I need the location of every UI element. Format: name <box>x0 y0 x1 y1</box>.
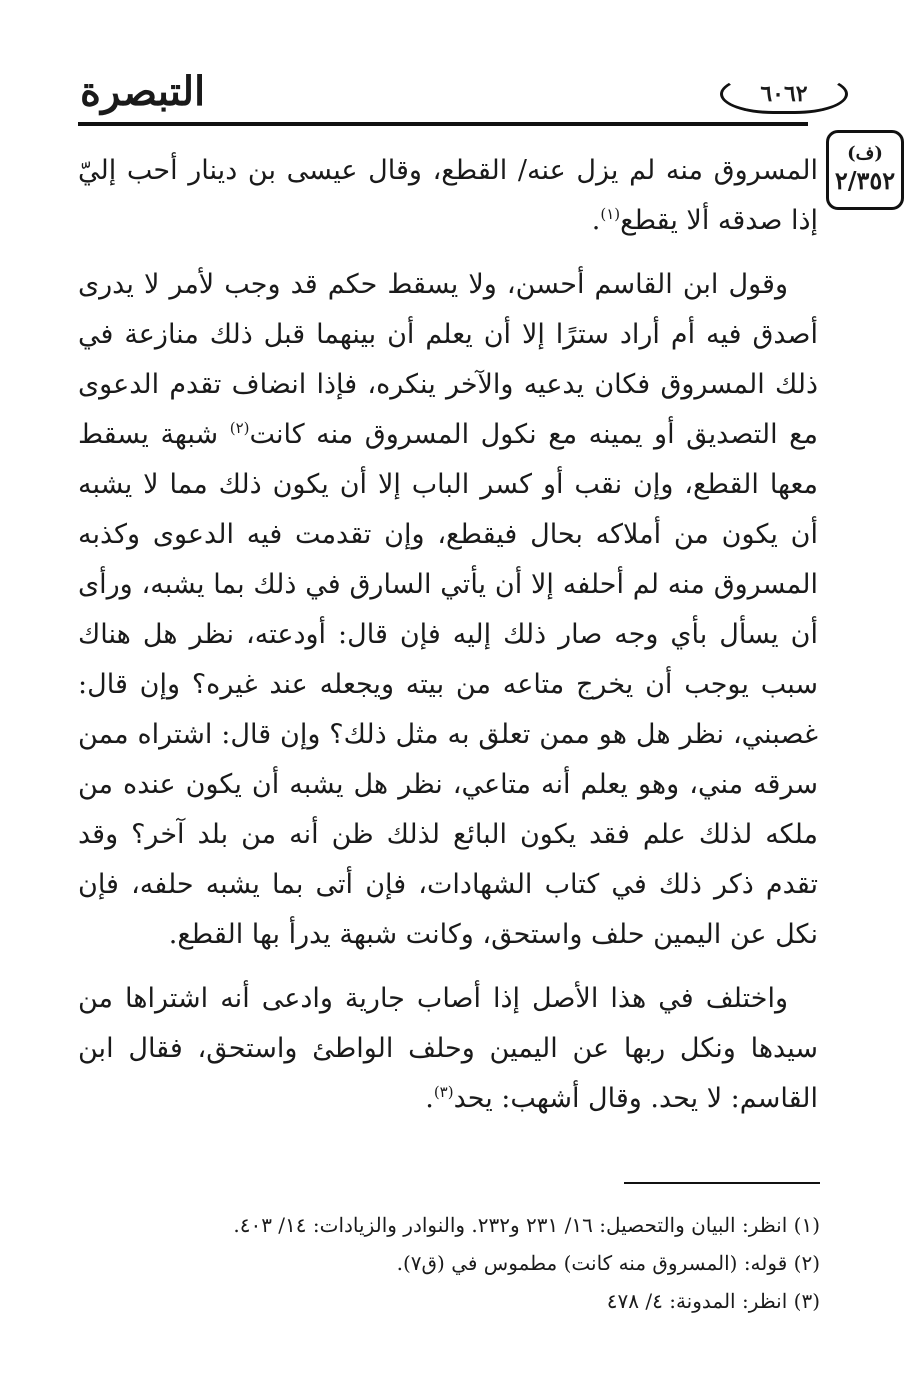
paragraph-1 <box>78 146 818 246</box>
footnote-marker: (١) <box>600 205 621 223</box>
paragraph-text: المسروق منه لم يزل عنه/ القطع، وقال عيسى بن دينار أحب إليّ إذا صدقه ألا يقطع <box>78 155 818 236</box>
page-header <box>60 58 860 128</box>
header-rule <box>78 122 808 126</box>
footnote-rule <box>624 1182 820 1184</box>
paragraph-2 <box>78 260 818 960</box>
paragraph-tail: . <box>425 1083 434 1114</box>
page-number: ٦٠٦٢ <box>720 74 848 114</box>
footnote-1: (١) انظر: البيان والتحصيل: ١٦/ ٢٣١ و٢٣٢. والنوادر والزيادات: ١٤/ ٤٠٣. <box>233 1213 820 1237</box>
footnote-2: (٢) قوله: (المسروق منه كانت) مطموس في (ق٧). <box>396 1251 820 1275</box>
paragraph-tail: . <box>591 205 601 236</box>
paragraph-text: وقول ابن القاسم أحسن، ولا يسقط حكم قد وجب لأمر لا يدرى أصدق فيه أم أراد سترًا إلا أن يعلم أن بينهما قبل ذلك منازعة في ذلك المسروق فكان يدعيه والآخر ينكره، فإذا انضاف تقدم الدعوى مع التصديق أو يمينه مع نكول المسروق منه كانت <box>78 269 819 450</box>
paragraph-3 <box>78 974 818 1124</box>
paragraph-text: واختلف في هذا الأصل إذا أصاب جارية وادعى أنه اشتراها من سيدها ونكل ربها عن اليمين وحلف الواطئ واستحق، فقال ابن القاسم: لا يحد. وقال أشهب: يحد <box>78 983 818 1114</box>
paragraph-tail: شبهة يسقط معها القطع، وإن نقب أو كسر الباب إلا أن يكون ذلك مما لا يشبه أن يكون من أملاكه بحال فيقطع، وإن تقدمت فيه الدعوى وكذبه المسروق منه لم أحلفه إلا أن يأتي السارق في ذلك بما يشبه، ورأى أن يسأل بأي وجه صار ذلك إليه فإن قال: أودعته، نظر هل هناك سبب يوجب أن يخرج متاعه من بيته ويجعله عند غيره؟ وإن قال: غصبني، نظر هل هو ممن تعلق به مثل ذلك؟ وإن قال: اشتراه ممن سرقه مني، وهو يعلم أنه متاعي، نظر هل يشبه أن يكون عنده من ملكه لذلك علم فقد يكون البائع لذلك ظن أنه من بلد آخر؟ وقد تقدم ذكر ذلك في كتاب الشهادات، فإن أتى بما يشبه حلفه، فإن نكل عن اليمين حلف واستحق، وكانت شبهة يدرأ بها القطع. <box>78 419 818 950</box>
footnote-marker: (٣) <box>433 1083 454 1101</box>
book-title: التبصرة <box>80 68 206 115</box>
manuscript-ref-letter: (ف) <box>847 143 883 164</box>
manuscript-ref-page: ٢/٣٥٢ <box>834 166 896 195</box>
footnote-marker: (٢) <box>229 419 250 437</box>
footnote-3: (٣) انظر: المدونة: ٤/ ٤٧٨ <box>606 1289 820 1313</box>
body-text <box>78 146 818 1138</box>
manuscript-ref-box <box>826 130 904 210</box>
footnotes <box>78 1206 820 1320</box>
